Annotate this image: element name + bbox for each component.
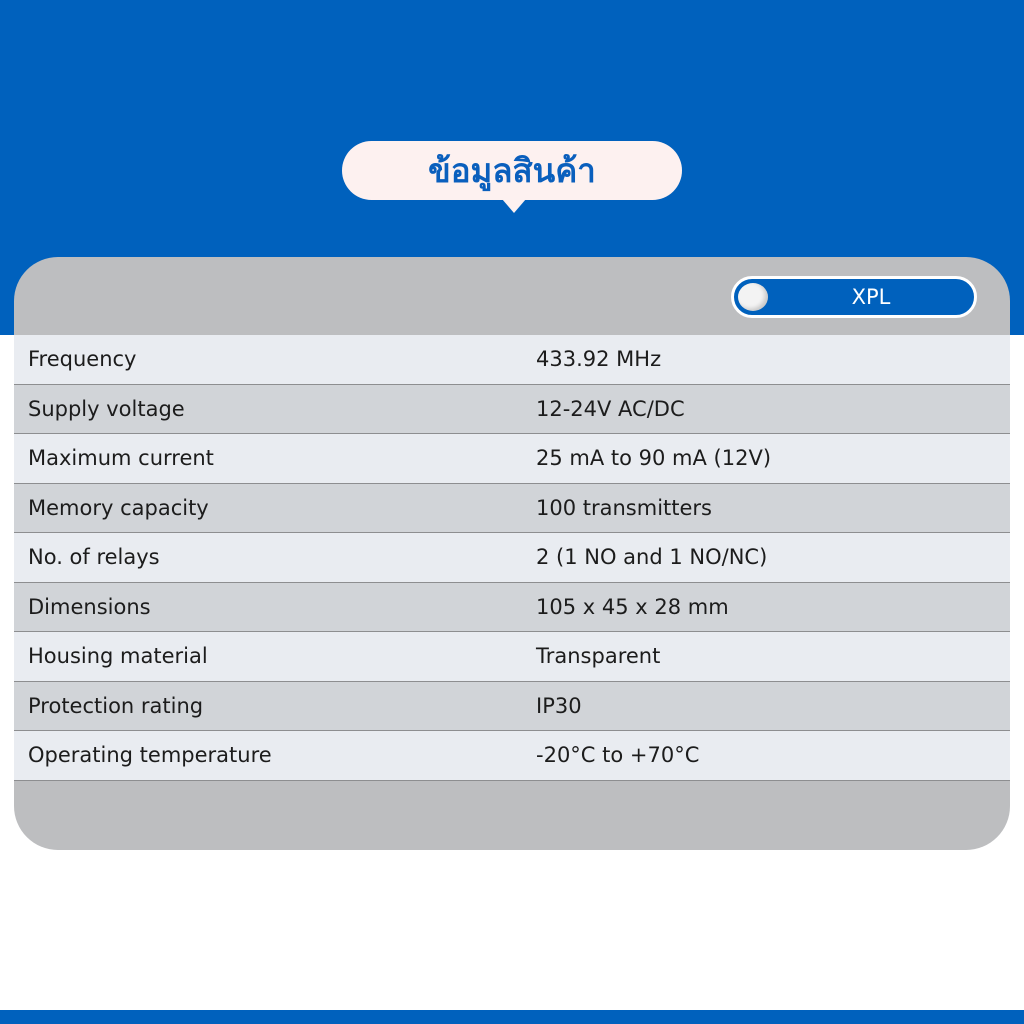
spec-value: 100 transmitters (536, 495, 712, 520)
spec-label: Supply voltage (28, 396, 185, 421)
table-row (14, 434, 1010, 484)
spec-value: 433.92 MHz (536, 347, 662, 371)
table-row (14, 533, 1010, 583)
spec-value: 12-24V AC/DC (536, 396, 685, 421)
spec-card-header (14, 257, 1010, 335)
table-row (14, 583, 1010, 633)
model-toggle[interactable] (731, 276, 977, 318)
spec-value: -20°C to +70°C (536, 743, 700, 767)
spec-label: Memory capacity (28, 495, 209, 520)
toggle-knob-icon (738, 283, 768, 311)
spec-label: Operating temperature (28, 743, 272, 767)
table-row (14, 682, 1010, 732)
table-row (14, 731, 1010, 781)
toggle-label: XPL (851, 285, 891, 309)
spec-label: Maximum current (28, 446, 214, 470)
spec-value: 25 mA to 90 mA (12V) (536, 446, 772, 470)
spec-value: 2 (1 NO and 1 NO/NC) (536, 545, 768, 569)
spec-label: Protection rating (28, 693, 204, 718)
spec-value: 105 x 45 x 28 mm (536, 594, 729, 619)
spec-label: No. of relays (28, 545, 160, 569)
spec-label: Frequency (28, 347, 137, 371)
spec-label: Dimensions (28, 594, 151, 619)
footer-strip (0, 1010, 1024, 1024)
spec-card (14, 257, 1010, 850)
page-title: ข้อมูลสินค้า (428, 151, 596, 190)
table-row (14, 385, 1010, 435)
table-row (14, 484, 1010, 534)
spec-label: Housing material (28, 644, 208, 668)
spec-value: IP30 (536, 693, 582, 718)
spec-value: Transparent (536, 644, 661, 668)
spec-table (14, 335, 1010, 781)
table-row (14, 632, 1010, 682)
table-row (14, 335, 1010, 385)
title-badge (342, 141, 682, 200)
